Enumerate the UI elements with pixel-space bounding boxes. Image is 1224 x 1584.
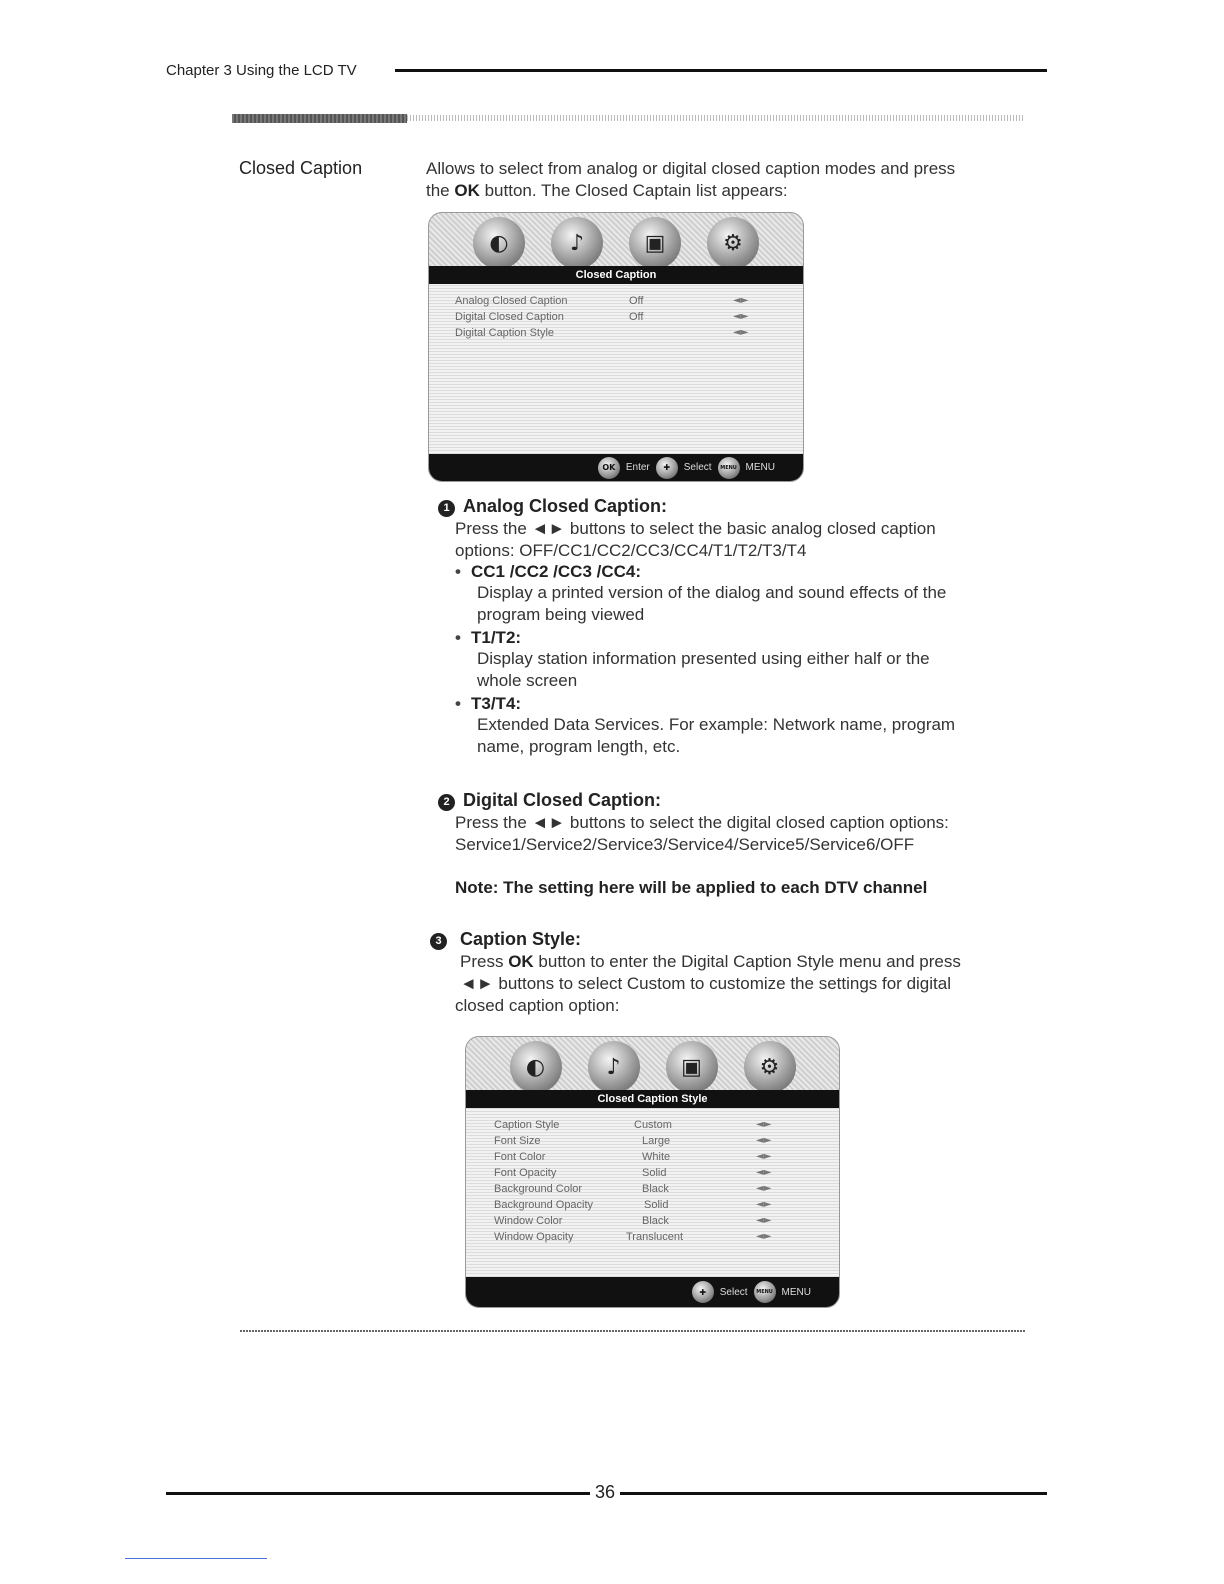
row-label: Caption Style [494, 1119, 560, 1131]
footer-rule-left [166, 1492, 590, 1495]
intro-text: the [426, 181, 455, 200]
page-number: 36 [594, 1482, 616, 1502]
row-label: Analog Closed Caption [455, 295, 568, 307]
menu-row [494, 1151, 814, 1163]
menu-icon-row [429, 213, 803, 269]
bullet-text: name, program length, etc. [477, 737, 681, 756]
row-label: Font Color [494, 1151, 546, 1163]
chapter-title: Chapter 3 Using the LCD TV [166, 62, 357, 79]
style-line-3: closed caption option: [455, 996, 620, 1015]
row-label: Font Opacity [494, 1167, 557, 1179]
bullet-text: Extended Data Services. For example: Network name, program [477, 715, 956, 734]
menu-body [429, 284, 803, 454]
bullet-icon: • [455, 628, 461, 647]
intro-text: button. The Closed Captain list appears: [479, 181, 788, 200]
footer-enter-label: Enter [625, 462, 650, 473]
row-value: Solid [644, 1199, 669, 1211]
menu-icon-row [466, 1037, 839, 1093]
menu-button-icon: MENU [754, 1281, 776, 1303]
menu-row [494, 1183, 814, 1195]
analog-description [455, 518, 1025, 562]
analog-bullet [455, 628, 1025, 692]
left-right-arrows-icon: ◄► [756, 1231, 772, 1242]
row-value: Off [629, 311, 644, 323]
style-text: Press [460, 952, 509, 971]
dpad-icon: ✚ [656, 457, 678, 479]
menu-footer [429, 454, 803, 481]
ok-keyword: OK [454, 181, 480, 200]
row-label: Font Size [494, 1135, 541, 1147]
row-label: Background Opacity [494, 1199, 594, 1211]
row-label: Digital Closed Caption [455, 311, 564, 323]
row-value: Black [642, 1183, 669, 1195]
row-value: Translucent [626, 1231, 684, 1243]
dtv-note: Note: The setting here will be applied to each DTV channel [455, 878, 928, 897]
left-right-arrows-icon: ◄► [733, 327, 749, 338]
sound-icon: ♪ [588, 1041, 640, 1093]
style-line-2: ◄► buttons to select Custom to customize the settings for digital [460, 974, 951, 993]
section-heading: Closed Caption [239, 158, 363, 178]
left-right-arrows-icon: ◄► [756, 1119, 772, 1130]
left-right-arrows-icon: ◄► [733, 311, 749, 322]
menu-row [494, 1167, 814, 1179]
menu-title-bar: Closed Caption [429, 266, 803, 284]
bottom-link-underline [125, 1558, 267, 1559]
footer-menu-label: MENU [781, 1286, 811, 1298]
section-band-light [407, 115, 1024, 121]
menu-button-icon: MENU [718, 457, 740, 479]
analog-title-text: Analog Closed Caption: [463, 496, 667, 516]
left-right-arrows-icon: ◄► [756, 1135, 772, 1146]
menu-body [466, 1108, 839, 1277]
menu-row [494, 1231, 814, 1243]
channel-icon: ▣ [629, 217, 681, 269]
section-end-rule [240, 1330, 1026, 1332]
style-text: button to enter the Digital Caption Style menu and press [533, 952, 961, 971]
style-description [455, 951, 1045, 1017]
digital-title-text: Digital Closed Caption: [463, 790, 661, 810]
row-value: Solid [642, 1167, 667, 1179]
row-label: Background Color [494, 1183, 583, 1195]
left-right-arrows-icon: ◄► [756, 1167, 772, 1178]
footer-rule-right [620, 1492, 1047, 1495]
digital-description [455, 812, 1035, 856]
intro-line-1: Allows to select from analog or digital closed caption modes and press [426, 159, 956, 178]
bullet-title: T1/T2: [471, 628, 522, 647]
row-label: Window Opacity [494, 1231, 574, 1243]
header-rule [395, 69, 1047, 72]
style-section-title [430, 929, 581, 950]
style-title-text: Caption Style: [460, 929, 582, 949]
bullet-icon: • [455, 694, 461, 713]
row-value: Off [629, 295, 644, 307]
row-value: Custom [634, 1119, 672, 1131]
bullet-icon: • [455, 562, 461, 581]
picture-icon: ◐ [473, 217, 525, 269]
left-right-arrows-icon: ◄► [756, 1215, 772, 1226]
digital-line-1: Press the ◄► buttons to select the digital closed caption options: [455, 813, 949, 832]
bullet-text: Display station information presented using either half or the [477, 649, 930, 668]
setup-icon: ⚙ [707, 217, 759, 269]
row-label: Digital Caption Style [455, 327, 555, 339]
ok-button-icon: OK [598, 457, 620, 479]
bullet-title: CC1 /CC2 /CC3 /CC4: [471, 562, 642, 581]
menu-row [494, 1215, 814, 1227]
sound-icon: ♪ [551, 217, 603, 269]
footer-menu-label: MENU [745, 462, 775, 473]
row-value: Black [642, 1215, 669, 1227]
channel-icon: ▣ [666, 1041, 718, 1093]
menu-row [494, 1119, 814, 1131]
bullet-text: Display a printed version of the dialog and sound effects of the [477, 583, 947, 602]
menu-row [455, 311, 775, 323]
setup-icon: ⚙ [744, 1041, 796, 1093]
left-right-arrows-icon: ◄► [756, 1151, 772, 1162]
ok-keyword: OK [508, 952, 534, 971]
footer-select-label: Select [683, 462, 712, 473]
dpad-icon: ✚ [692, 1281, 714, 1303]
menu-row [494, 1135, 814, 1147]
left-right-arrows-icon: ◄► [733, 295, 749, 306]
menu-row [494, 1199, 814, 1211]
intro-paragraph [426, 158, 1026, 202]
intro-line-2 [426, 180, 1026, 202]
analog-line-1: Press the ◄► buttons to select the basic analog closed caption [455, 519, 936, 538]
digital-section-title [438, 790, 661, 811]
row-label: Window Color [494, 1215, 563, 1227]
left-right-arrows-icon: ◄► [756, 1183, 772, 1194]
number-badge: 3 [430, 933, 447, 950]
analog-bullet [455, 694, 1025, 758]
menu-footer [466, 1277, 839, 1307]
picture-icon: ◐ [510, 1041, 562, 1093]
bullet-text: program being viewed [477, 605, 645, 624]
digital-line-2: Service1/Service2/Service3/Service4/Service5/Service6/OFF [455, 835, 915, 854]
analog-bullet [455, 562, 1025, 626]
footer-select-label: Select [719, 1286, 748, 1298]
bullet-text: whole screen [477, 671, 578, 690]
row-value: White [642, 1151, 671, 1163]
menu-row [455, 295, 775, 307]
menu-row [455, 327, 775, 339]
section-band-dark [232, 114, 407, 123]
analog-section-title [438, 496, 667, 517]
caption-style-menu-screenshot [465, 1036, 840, 1308]
row-value: Large [642, 1135, 671, 1147]
number-badge: 2 [438, 794, 455, 811]
analog-line-2: options: OFF/CC1/CC2/CC3/CC4/T1/T2/T3/T4 [455, 541, 807, 560]
closed-caption-menu-screenshot [428, 212, 804, 482]
bullet-title: T3/T4: [471, 694, 522, 713]
number-badge: 1 [438, 500, 455, 517]
menu-title-bar: Closed Caption Style [466, 1090, 839, 1108]
left-right-arrows-icon: ◄► [756, 1199, 772, 1210]
